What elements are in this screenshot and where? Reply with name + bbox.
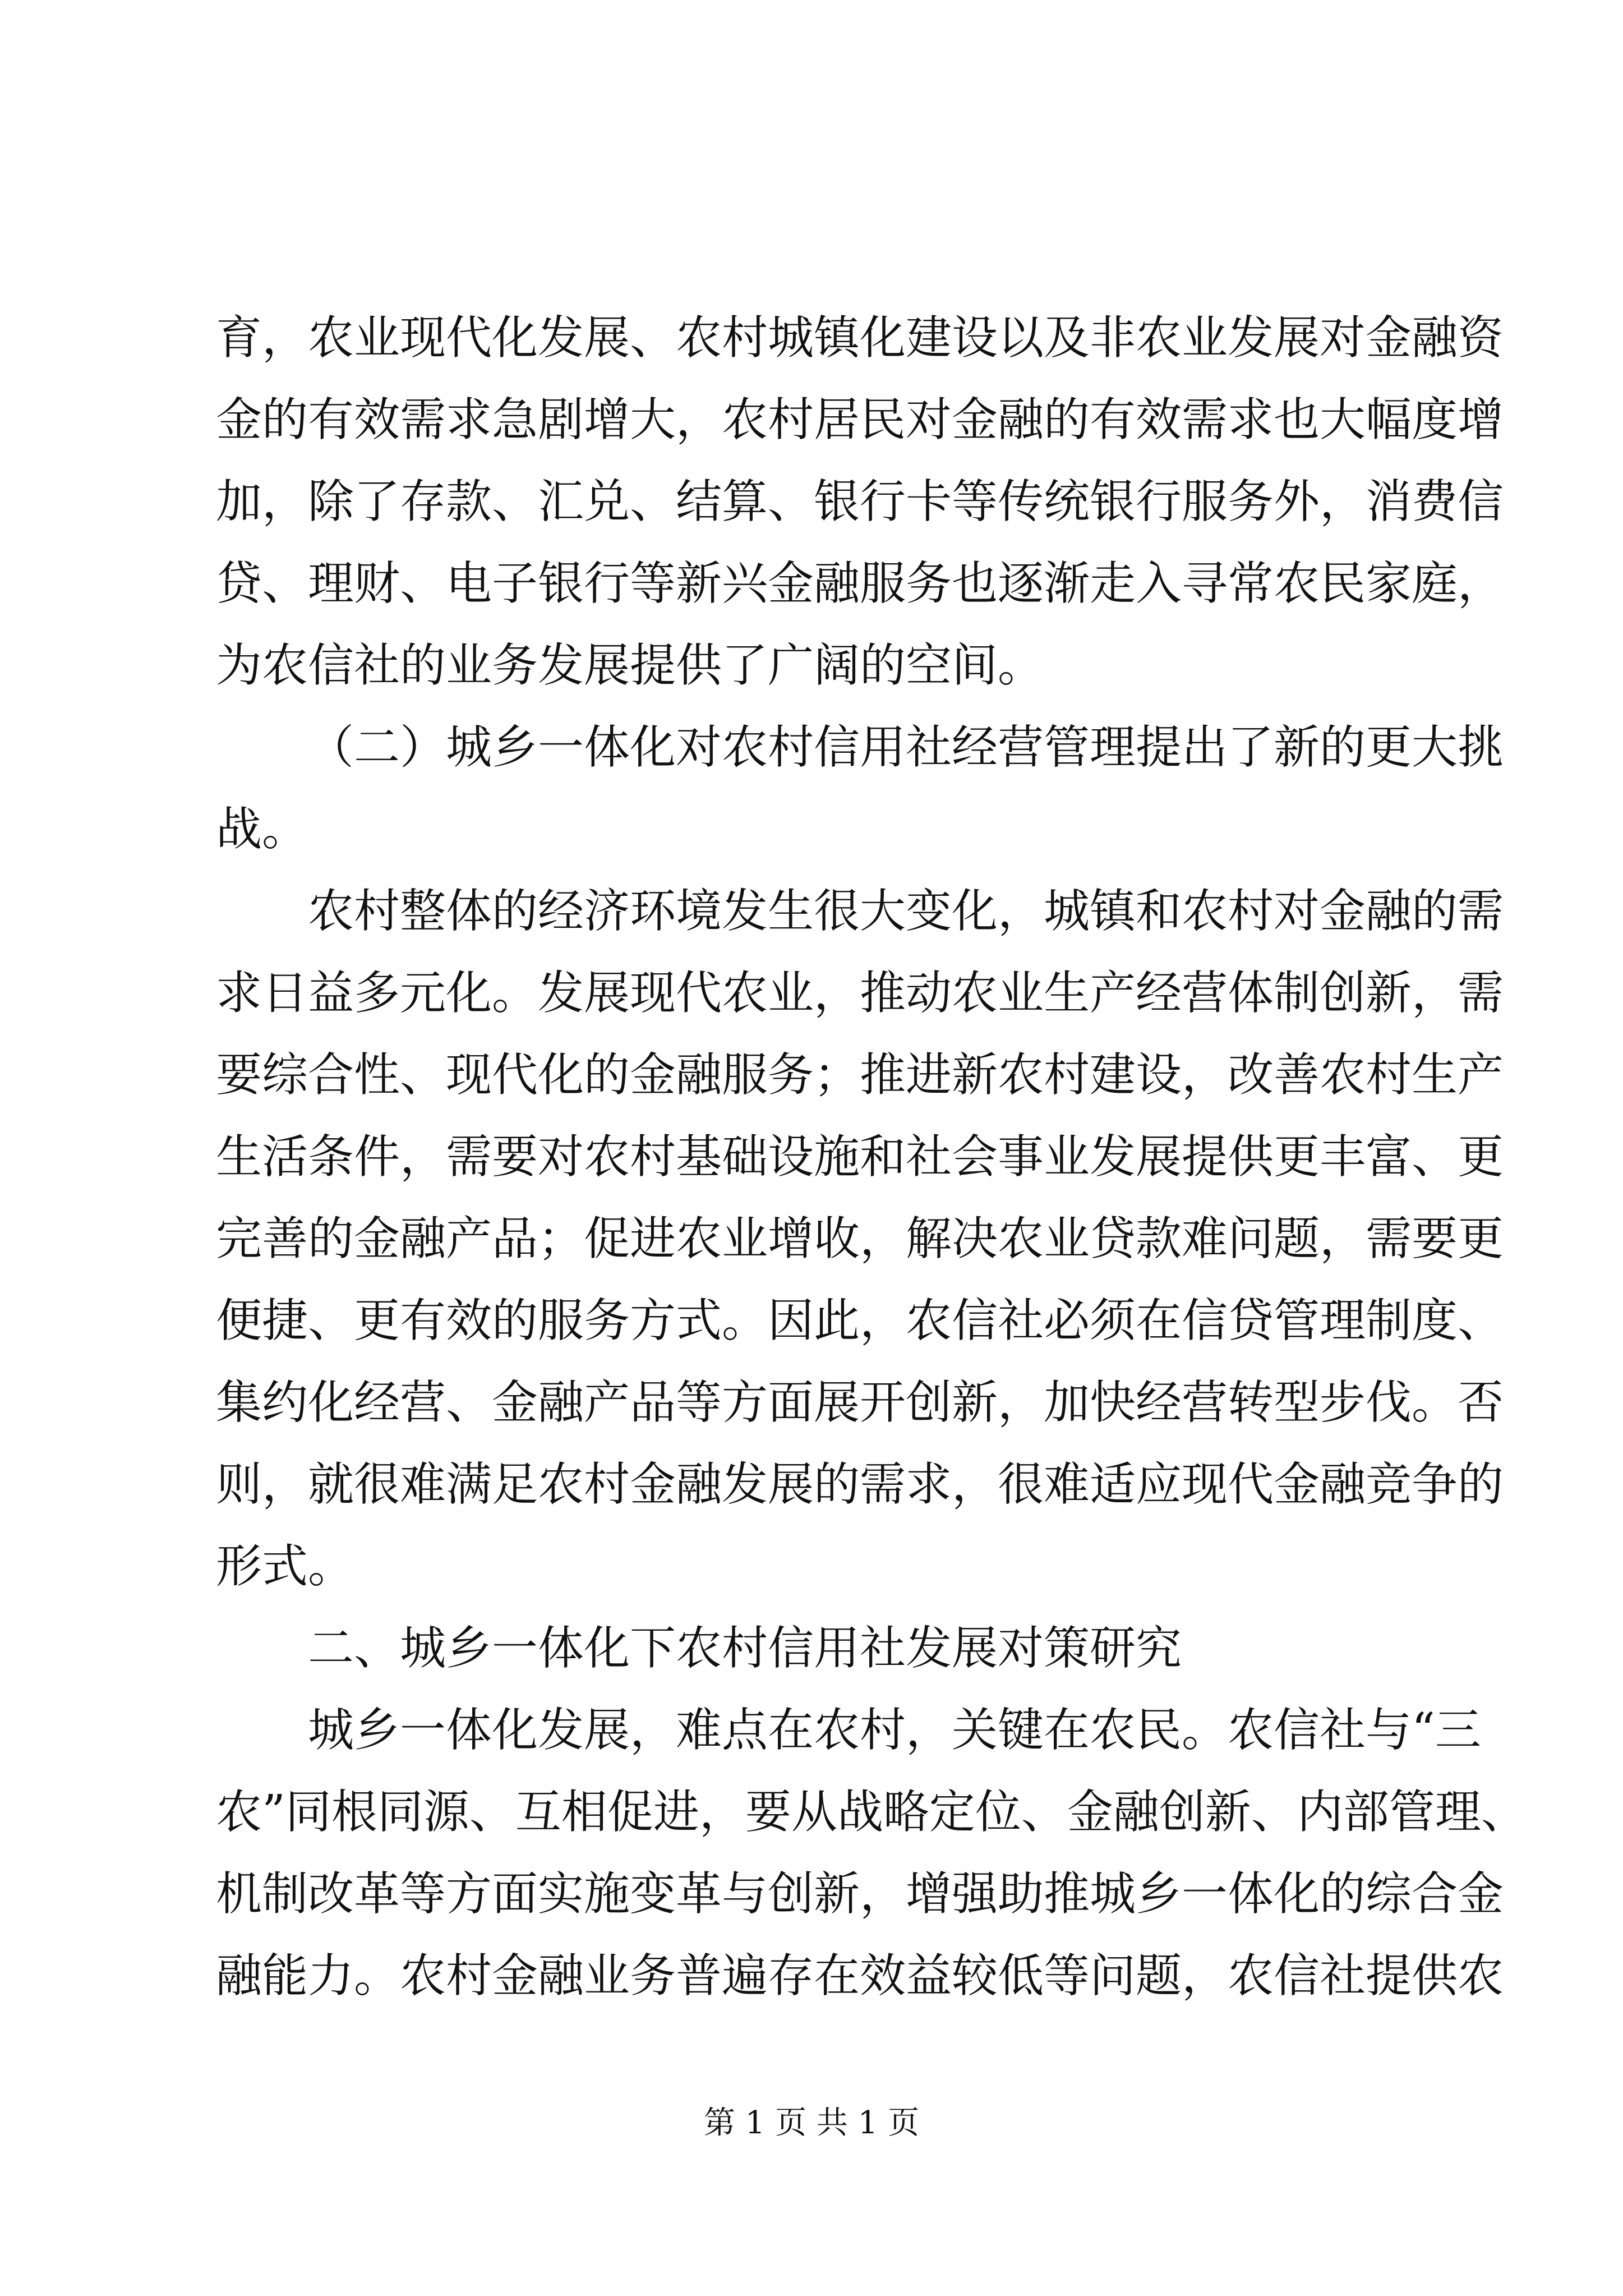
text-line: 农”同根同源、互相促进，要从战略定位、金融创新、内部管理、 [216, 1786, 1527, 1839]
text-line: 育，农业现代化发展、农村城镇化建设以及非农业发展对金融资 [216, 311, 1504, 365]
text-line: 便捷、更有效的服务方式。因此，农信社必须在信贷管理制度、 [216, 1294, 1504, 1347]
text-line: 要综合性、现代化的金融服务；推进新农村建设，改善农村生产 [216, 1048, 1504, 1102]
text-line: 农村整体的经济环境发生很大变化，城镇和农村对金融的需 [308, 885, 1504, 938]
text-line: 为农信社的业务发展提供了广阔的空间。 [216, 639, 1044, 692]
text-line: 战。 [216, 803, 308, 856]
text-line: 则，就很难满足农村金融发展的需求，很难适应现代金融竞争的 [216, 1458, 1504, 1511]
text-line: 金的有效需求急剧增大，农村居民对金融的有效需求也大幅度增 [216, 393, 1504, 447]
text-line: 机制改革等方面实施变革与创新，增强助推城乡一体化的综合金 [216, 1867, 1504, 1921]
text-line: 贷、理财、电子银行等新兴金融服务也逐渐走入寻常农民家庭， [216, 557, 1504, 610]
text-line: 求日益多元化。发展现代农业，推动农业生产经营体制创新，需 [216, 967, 1504, 1020]
text-line: 形式。 [216, 1540, 354, 1593]
text-line: 集约化经营、金融产品等方面展开创新，加快经营转型步伐。否 [216, 1376, 1504, 1429]
text-line: 完善的金融产品；促进农业增收，解决农业贷款难问题，需要更 [216, 1212, 1504, 1266]
page-footer: 第 1 页 共 1 页 [703, 2105, 920, 2141]
text-line: 二、城乡一体化下农村信用社发展对策研究 [308, 1622, 1182, 1675]
text-line: 城乡一体化发展，难点在农村，关键在农民。农信社与“三 [308, 1704, 1481, 1757]
text-line: 生活条件，需要对农村基础设施和社会事业发展提供更丰富、更 [216, 1130, 1504, 1184]
text-line: （二）城乡一体化对农村信用社经营管理提出了新的更大挑 [308, 721, 1504, 774]
text-line: 加，除了存款、汇兑、结算、银行卡等传统银行服务外，消费信 [216, 475, 1504, 528]
document-body [216, 297, 1527, 2017]
text-line: 融能力。农村金融业务普遍存在效益较低等问题，农信社提供农 [216, 1949, 1504, 2003]
